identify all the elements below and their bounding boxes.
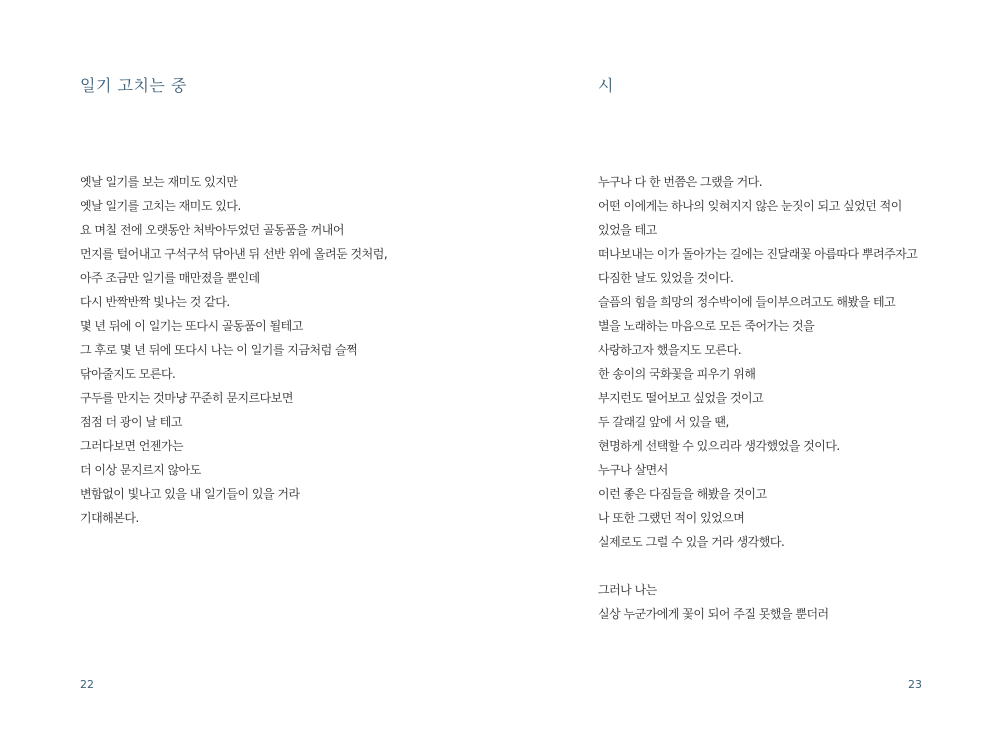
text-line: 변함없이 빛나고 있을 내 일기들이 있을 거라	[80, 487, 300, 501]
poem-line: 그러나 나는	[598, 583, 657, 597]
left-page-body	[80, 170, 387, 530]
text-line: 요 며칠 전에 오랫동안 처박아두었던 골동품을 꺼내어	[80, 223, 344, 237]
poem-line: 사랑하고자 했을지도 모른다.	[598, 343, 742, 357]
poem-line: 다짐한 날도 있었을 것이다.	[598, 271, 734, 285]
text-line: 그 후로 몇 년 뒤에 또다시 나는 이 일기를 지금처럼 슬쩍	[80, 343, 358, 357]
text-line: 닦아줄지도 모른다.	[80, 367, 176, 381]
poem-line: 슬픔의 힘을 희망의 정수박이에 들이부으려고도 해봤을 테고	[598, 295, 896, 309]
poem-line: 별을 노래하는 마음으로 모든 죽어가는 것을	[598, 319, 815, 333]
poem-line: 누구나 다 한 번쯤은 그랬을 거다.	[598, 175, 763, 189]
text-line: 옛날 일기를 보는 재미도 있지만	[80, 175, 238, 189]
text-line: 다시 반짝반짝 빛나는 것 같다.	[80, 295, 230, 309]
poem-line: 실상 누군가에게 꽃이 되어 주질 못했을 뿐더러	[598, 607, 829, 621]
poem-line: 나 또한 그랬던 적이 있었으며	[598, 511, 745, 525]
right-page	[500, 0, 1000, 739]
poem-line: 있었을 테고	[598, 223, 657, 237]
poem-line: 현명하게 선택할 수 있으리라 생각했었을 것이다.	[598, 439, 840, 453]
text-line: 옛날 일기를 고치는 재미도 있다.	[80, 199, 241, 213]
poem-line: 두 갈래길 앞에 서 있을 땐,	[598, 415, 729, 429]
text-line: 구두를 만지는 것마냥 꾸준히 문지르다보면	[80, 391, 293, 405]
text-line: 더 이상 문지르지 않아도	[80, 463, 201, 477]
text-line: 기대해본다.	[80, 511, 139, 525]
poem-line: 떠나보내는 이가 돌아가는 길에는 진달래꽃 아름따다 뿌려주자고	[598, 247, 918, 261]
poem-line: 누구나 살면서	[598, 463, 668, 477]
poem-line: 한 송이의 국화꽃을 피우기 위해	[598, 367, 756, 381]
right-page-title: 시	[598, 76, 614, 95]
poem-line: 부지런도 떨어보고 싶었을 것이고	[598, 391, 764, 405]
text-line: 점점 더 광이 날 테고	[80, 415, 182, 429]
text-line: 먼지를 털어내고 구석구석 닦아낸 뒤 선반 위에 올려둔 것처럼,	[80, 247, 388, 261]
poem-line: 실제로도 그럴 수 있을 거라 생각했다.	[598, 535, 785, 549]
poem-line: 이런 좋은 다짐들을 해봤을 것이고	[598, 487, 767, 501]
text-line: 그러다보면 언젠가는	[80, 439, 184, 453]
right-page-body	[598, 170, 917, 626]
page-number-right: 23	[908, 678, 922, 691]
left-page-title: 일기 고치는 중	[80, 76, 187, 95]
text-line: 아주 조금만 일기를 매만졌을 뿐인데	[80, 271, 260, 285]
text-line: 몇 년 뒤에 이 일기는 또다시 골동품이 될테고	[80, 319, 303, 333]
poem-line: 어떤 이에게는 하나의 잊혀지지 않은 눈짓이 되고 싶었던 적이	[598, 199, 902, 213]
page-number-left: 22	[80, 678, 94, 691]
